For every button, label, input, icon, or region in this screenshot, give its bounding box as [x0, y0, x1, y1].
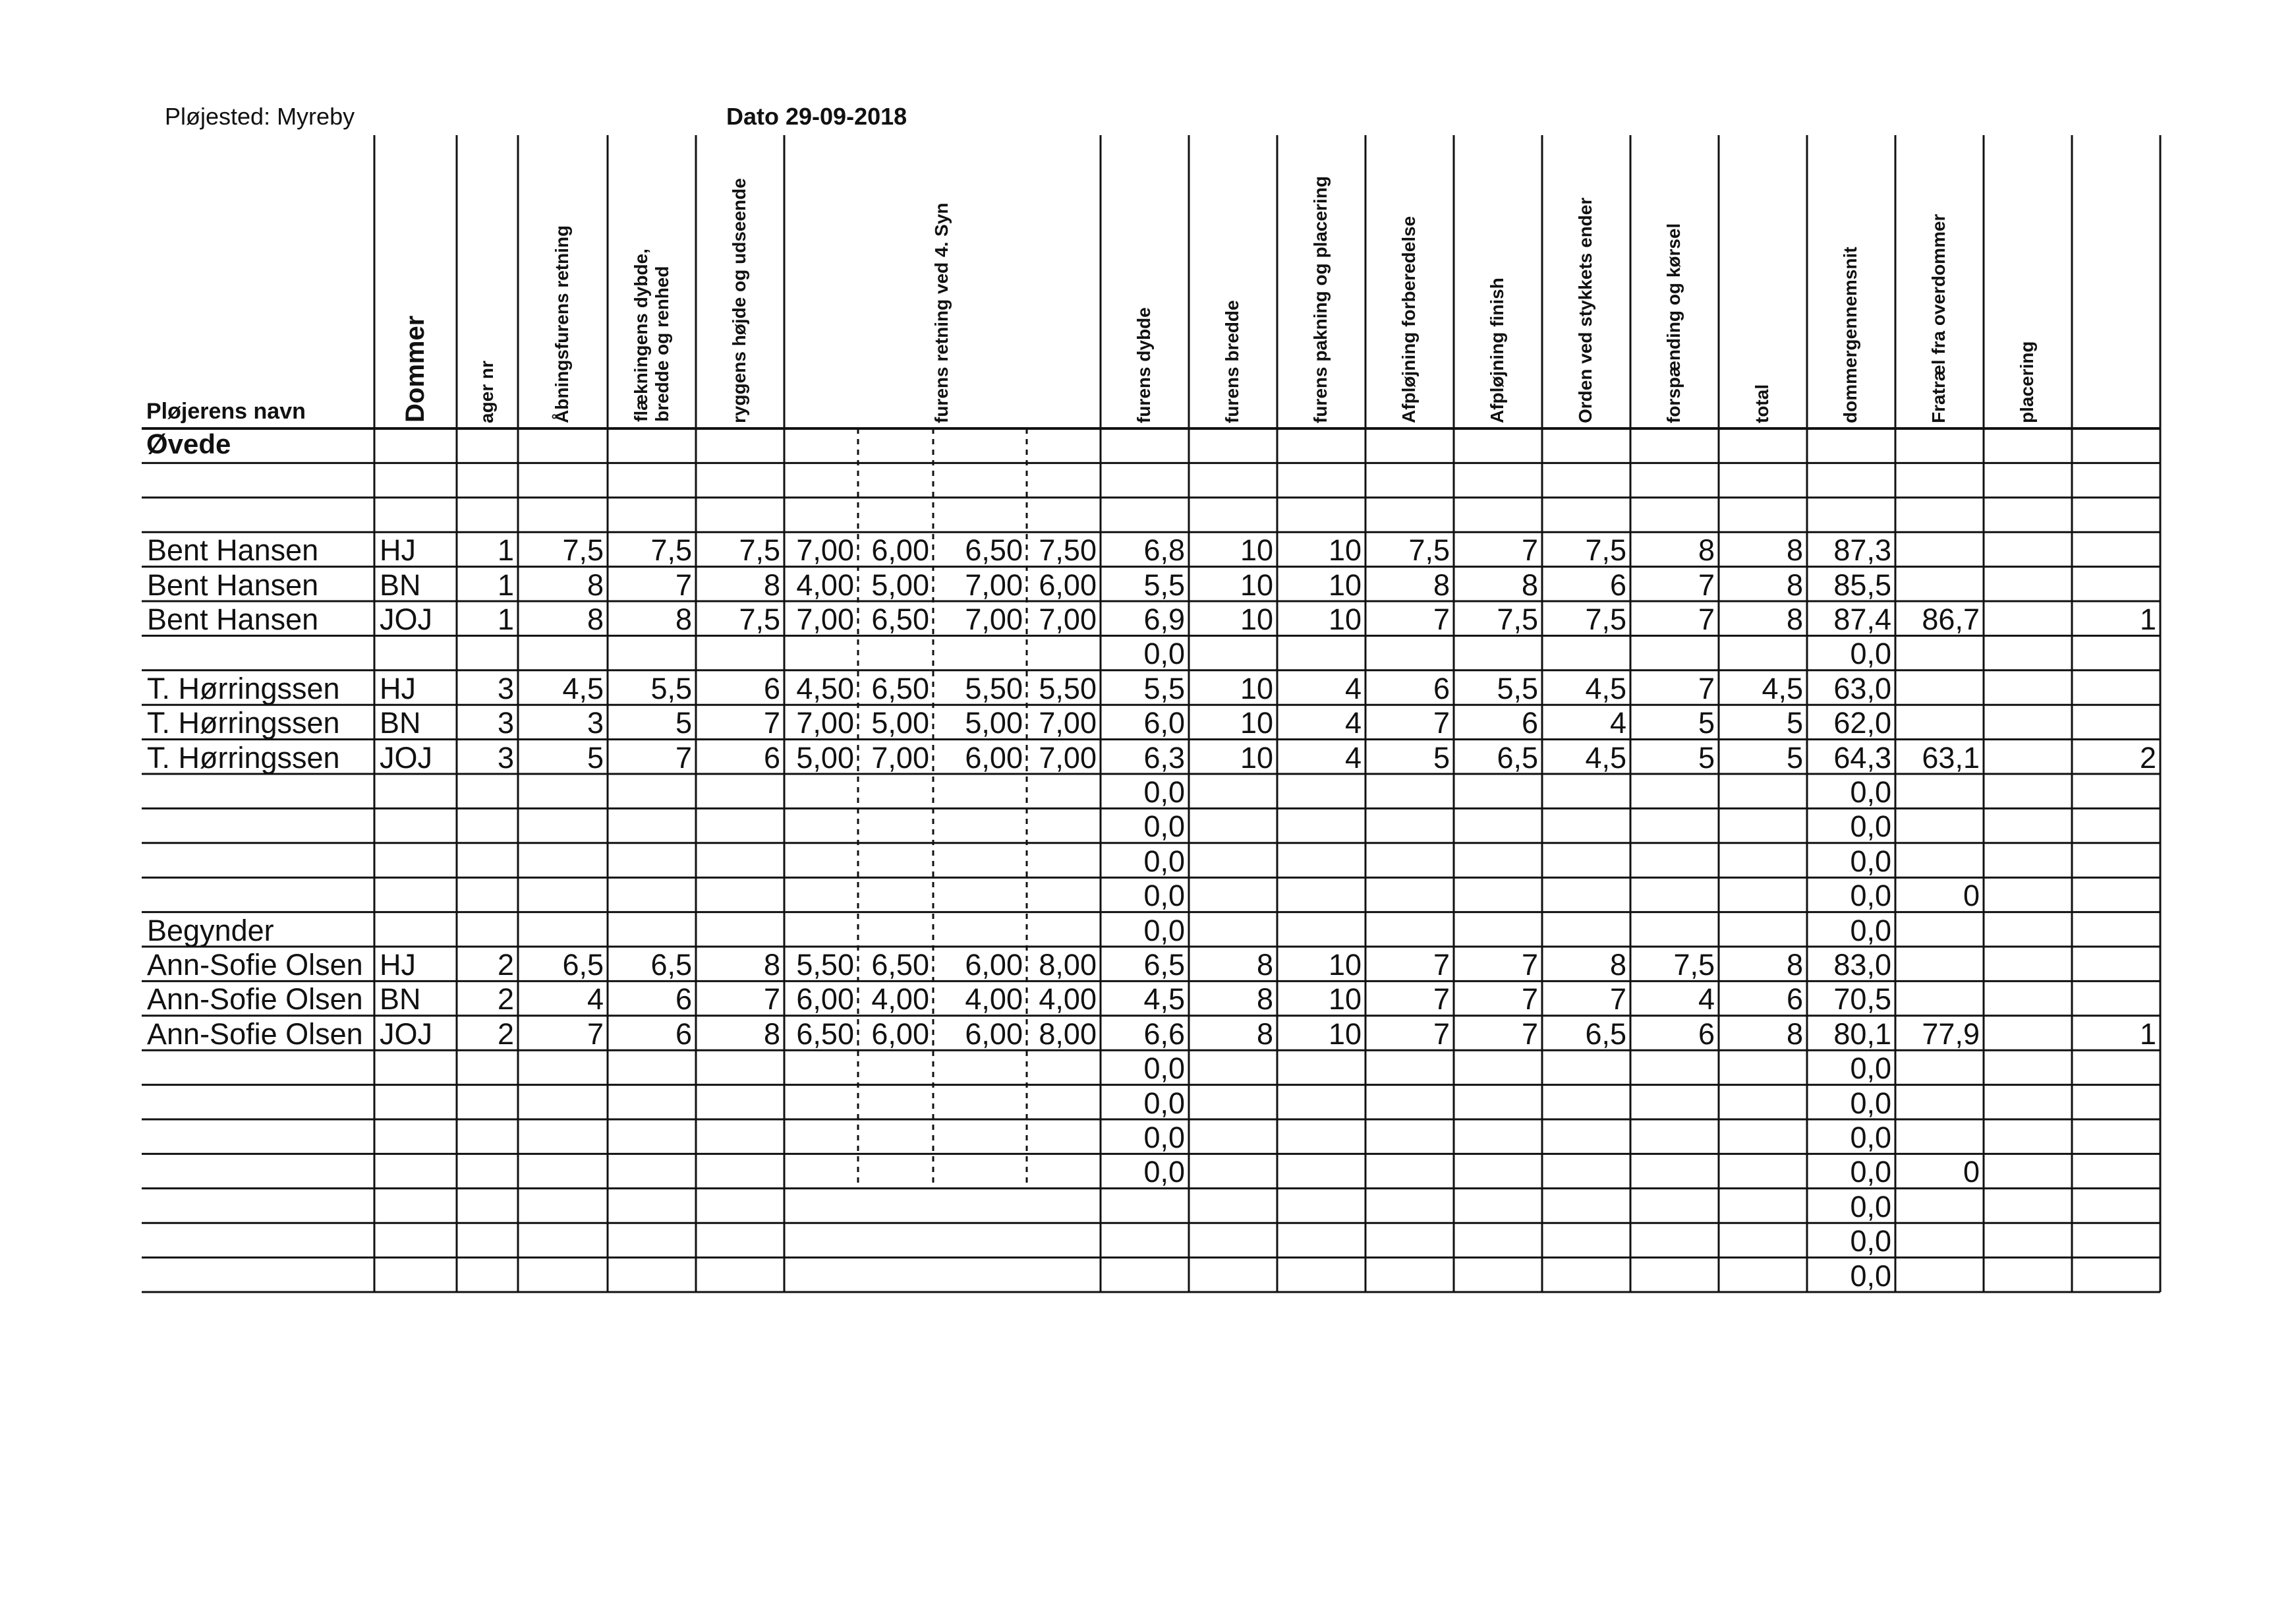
cell-d1: 4,50 — [796, 671, 854, 705]
cell-land: 3 — [497, 740, 514, 775]
cell-e: 0,0 — [1143, 1155, 1185, 1189]
cell-e: 0,0 — [1143, 1121, 1185, 1154]
cell-a: 8 — [587, 603, 604, 636]
cell-h: 7 — [1433, 1016, 1450, 1051]
cell-d3: 5,50 — [965, 671, 1023, 705]
cell-d4: 7,00 — [1039, 740, 1097, 775]
cell-i: 7 — [1521, 982, 1538, 1016]
header-c5: furens dybde — [1134, 307, 1154, 423]
cell-c: 8 — [763, 568, 780, 602]
cell-g: 4 — [1344, 671, 1362, 705]
cell-judge: BN — [380, 706, 421, 740]
cell-name: Bent Hansen — [147, 533, 319, 568]
header-c4: furens retning ved 4. Syn — [931, 202, 952, 423]
cell-g: 10 — [1328, 982, 1362, 1016]
cell-e: 6,3 — [1143, 740, 1185, 775]
cell-f: 10 — [1240, 740, 1273, 775]
cell-d1: 7,00 — [796, 706, 854, 740]
cell-land: 3 — [497, 706, 514, 740]
plowing-place-label: Pløjested: Myreby — [165, 103, 355, 130]
cell-g: 10 — [1328, 1016, 1362, 1051]
cell-tot: 0,0 — [1850, 1086, 1891, 1120]
cell-tot: 87,3 — [1833, 533, 1891, 568]
cell-e: 0,0 — [1143, 879, 1185, 913]
cell-h: 6 — [1433, 671, 1450, 705]
cell-k: 4 — [1698, 982, 1715, 1016]
cell-a: 8 — [587, 568, 604, 602]
cell-tot: 0,0 — [1850, 1155, 1891, 1189]
cell-d3: 6,00 — [965, 1016, 1023, 1051]
cell-d3: 6,00 — [965, 948, 1023, 982]
cell-b: 8 — [675, 603, 692, 636]
cell-l: 8 — [1786, 533, 1803, 568]
cell-land: 2 — [497, 948, 514, 982]
cell-d2: 5,00 — [871, 706, 929, 740]
cell-h: 7,5 — [1408, 533, 1450, 568]
cell-j: 7,5 — [1585, 533, 1626, 568]
cell-name: Begynder — [147, 913, 274, 947]
cell-e: 6,8 — [1143, 533, 1185, 568]
cell-g: 4 — [1344, 706, 1362, 740]
cell-e: 5,5 — [1143, 671, 1185, 705]
cell-a: 7,5 — [562, 533, 604, 568]
cell-c: 7,5 — [739, 603, 780, 636]
cell-l: 8 — [1786, 603, 1803, 636]
cell-i: 6,5 — [1497, 740, 1538, 775]
cell-f: 10 — [1240, 533, 1273, 568]
cell-d2: 7,00 — [871, 740, 929, 775]
cell-g: 4 — [1344, 740, 1362, 775]
cell-j: 4,5 — [1585, 740, 1626, 775]
cell-e: 0,0 — [1143, 775, 1185, 809]
cell-name: Ann-Sofie Olsen — [147, 948, 363, 982]
cell-d3: 7,00 — [965, 603, 1023, 636]
header-avg: dommergennemsnit — [1840, 247, 1860, 423]
cell-a: 3 — [587, 706, 604, 740]
cell-l: 8 — [1786, 568, 1803, 602]
cell-d2: 6,50 — [871, 948, 929, 982]
cell-d3: 5,00 — [965, 706, 1023, 740]
cell-h: 7 — [1433, 603, 1450, 636]
cell-tot: 85,5 — [1833, 568, 1891, 602]
header-c11: forspænding og kørsel — [1663, 223, 1684, 423]
header-total: total — [1752, 384, 1772, 423]
cell-d4: 8,00 — [1039, 948, 1097, 982]
cell-d2: 6,50 — [871, 603, 929, 636]
cell-a: 4,5 — [562, 671, 604, 705]
cell-d2: 4,00 — [871, 982, 929, 1016]
cell-d4: 7,00 — [1039, 603, 1097, 636]
cell-h: 7 — [1433, 706, 1450, 740]
cell-judge: BN — [380, 568, 421, 602]
cell-land: 3 — [497, 671, 514, 705]
cell-avg: 0 — [1963, 1155, 1980, 1189]
cell-name: Bent Hansen — [147, 603, 319, 636]
cell-d1: 6,50 — [796, 1016, 854, 1051]
cell-d1: 5,00 — [796, 740, 854, 775]
cell-land: 2 — [497, 1016, 514, 1051]
cell-name: T. Hørringssen — [147, 706, 340, 740]
cell-e: 0,0 — [1143, 810, 1185, 844]
cell-k: 7 — [1698, 671, 1715, 705]
cell-judge: HJ — [380, 948, 416, 982]
cell-judge: JOJ — [380, 740, 433, 775]
cell-name: T. Hørringssen — [147, 740, 340, 775]
cell-e: 6,9 — [1143, 603, 1185, 636]
cell-f: 10 — [1240, 671, 1273, 705]
cell-l: 4,5 — [1762, 671, 1803, 705]
cell-i: 8 — [1521, 568, 1538, 602]
cell-k: 5 — [1698, 706, 1715, 740]
cell-tot: 63,0 — [1833, 671, 1891, 705]
cell-b: 7 — [675, 740, 692, 775]
cell-tot: 83,0 — [1833, 948, 1891, 982]
header-c10: Orden ved stykkets ender — [1575, 197, 1595, 423]
cell-e: 0,0 — [1143, 1086, 1185, 1120]
header-deduct: Fratræl fra overdommer — [1928, 214, 1949, 423]
cell-judge: HJ — [380, 671, 416, 705]
cell-tot: 0,0 — [1850, 637, 1891, 671]
cell-e: 5,5 — [1143, 568, 1185, 602]
cell-j: 8 — [1609, 948, 1626, 982]
cell-tot: 0,0 — [1850, 844, 1891, 878]
cell-i: 7 — [1521, 948, 1538, 982]
cell-tot: 70,5 — [1833, 982, 1891, 1016]
cell-d1: 7,00 — [796, 533, 854, 568]
cell-d1: 6,00 — [796, 982, 854, 1016]
cell-e: 6,0 — [1143, 706, 1185, 740]
cell-name: Bent Hansen — [147, 568, 319, 602]
cell-avg: 0 — [1963, 879, 1980, 913]
cell-d2: 6,00 — [871, 533, 929, 568]
cell-d3: 4,00 — [965, 982, 1023, 1016]
cell-e: 6,6 — [1143, 1016, 1185, 1051]
cell-pl: 1 — [2139, 1016, 2156, 1051]
cell-d1: 4,00 — [796, 568, 854, 602]
cell-d4: 6,00 — [1039, 568, 1097, 602]
cell-tot: 0,0 — [1850, 775, 1891, 809]
cell-k: 7 — [1698, 603, 1715, 636]
cell-g: 10 — [1328, 568, 1362, 602]
cell-f: 8 — [1256, 948, 1273, 982]
cell-h: 7 — [1433, 982, 1450, 1016]
header-place: placering — [2017, 341, 2037, 423]
cell-b: 5 — [675, 706, 692, 740]
cell-i: 6 — [1521, 706, 1538, 740]
cell-name: T. Hørringssen — [147, 671, 340, 705]
cell-tot: 87,4 — [1833, 603, 1891, 636]
cell-c: 6 — [763, 671, 780, 705]
cell-tot: 0,0 — [1850, 913, 1891, 947]
cell-f: 10 — [1240, 706, 1273, 740]
cell-g: 10 — [1328, 603, 1362, 636]
cell-g: 10 — [1328, 948, 1362, 982]
cell-i: 5,5 — [1497, 671, 1538, 705]
cell-pl: 2 — [2139, 740, 2156, 775]
cell-judge: JOJ — [380, 1016, 433, 1051]
cell-b: 6,5 — [650, 948, 692, 982]
cell-tot: 0,0 — [1850, 810, 1891, 844]
cell-d3: 6,00 — [965, 740, 1023, 775]
cell-l: 6 — [1786, 982, 1803, 1016]
cell-f: 10 — [1240, 603, 1273, 636]
cell-b: 6 — [675, 1016, 692, 1051]
cell-tot: 64,3 — [1833, 740, 1891, 775]
cell-l: 5 — [1786, 740, 1803, 775]
cell-a: 7 — [587, 1016, 604, 1051]
cell-a: 6,5 — [562, 948, 604, 982]
cell-b: 5,5 — [650, 671, 692, 705]
cell-h: 5 — [1433, 740, 1450, 775]
cell-pl: 1 — [2139, 603, 2156, 636]
cell-tot: 80,1 — [1833, 1016, 1891, 1051]
cell-e: 0,0 — [1143, 1051, 1185, 1086]
cell-b: 6 — [675, 982, 692, 1016]
date-label: Dato 29-09-2018 — [726, 103, 907, 130]
cell-c: 7,5 — [739, 533, 780, 568]
cell-d3: 7,00 — [965, 568, 1023, 602]
cell-c: 6 — [763, 740, 780, 775]
cell-d4: 4,00 — [1039, 982, 1097, 1016]
cell-d4: 5,50 — [1039, 671, 1097, 705]
header-c2: flækningens dybde, bredde og renhed — [631, 249, 672, 422]
header-c8: Afpløjning forberedelse — [1398, 216, 1419, 423]
header-c3: ryggens højde og udseende — [729, 178, 749, 423]
cell-c: 7 — [763, 706, 780, 740]
cell-name: Ann-Sofie Olsen — [147, 982, 363, 1016]
cell-a: 5 — [587, 740, 604, 775]
cell-e: 6,5 — [1143, 948, 1185, 982]
cell-tot: 0,0 — [1850, 1224, 1891, 1258]
cell-l: 8 — [1786, 948, 1803, 982]
header-c9: Afpløjning finish — [1487, 278, 1507, 423]
cell-h: 8 — [1433, 568, 1450, 602]
cell-j: 4 — [1609, 706, 1626, 740]
cell-c: 8 — [763, 948, 780, 982]
cell-i: 7 — [1521, 533, 1538, 568]
cell-h: 7 — [1433, 948, 1450, 982]
cell-tot: 0,0 — [1850, 879, 1891, 913]
cell-judge: BN — [380, 982, 421, 1016]
cell-judge: JOJ — [380, 603, 433, 636]
cell-k: 8 — [1698, 533, 1715, 568]
cell-d4: 7,00 — [1039, 706, 1097, 740]
cell-tot: 62,0 — [1833, 706, 1891, 740]
cell-d3: 6,50 — [965, 533, 1023, 568]
cell-name: Ann-Sofie Olsen — [147, 1016, 363, 1051]
cell-tot: 0,0 — [1850, 1121, 1891, 1154]
cell-judge: HJ — [380, 533, 416, 568]
cell-e: 4,5 — [1143, 982, 1185, 1016]
cell-k: 7 — [1698, 568, 1715, 602]
cell-e: 0,0 — [1143, 637, 1185, 671]
header-land: ager nr — [476, 361, 497, 423]
cell-tot: 0,0 — [1850, 1189, 1891, 1223]
cell-j: 7 — [1609, 982, 1626, 1016]
cell-e: 0,0 — [1143, 913, 1185, 947]
cell-land: 2 — [497, 982, 514, 1016]
cell-k: 5 — [1698, 740, 1715, 775]
cell-l: 5 — [1786, 706, 1803, 740]
cell-d1: 5,50 — [796, 948, 854, 982]
section-title-oevede: Øvede — [146, 428, 231, 459]
cell-e: 0,0 — [1143, 844, 1185, 878]
cell-avg: 77,9 — [1922, 1016, 1980, 1051]
cell-d2: 5,00 — [871, 568, 929, 602]
cell-land: 1 — [497, 603, 514, 636]
cell-g: 10 — [1328, 533, 1362, 568]
cell-land: 1 — [497, 533, 514, 568]
cell-i: 7 — [1521, 1016, 1538, 1051]
cell-j: 7,5 — [1585, 603, 1626, 636]
cell-d4: 8,00 — [1039, 1016, 1097, 1051]
header-c7: furens pakning og placering — [1310, 176, 1331, 423]
cell-avg: 63,1 — [1922, 740, 1980, 775]
cell-b: 7,5 — [650, 533, 692, 568]
cell-c: 8 — [763, 1016, 780, 1051]
cell-j: 6 — [1609, 568, 1626, 602]
cell-a: 4 — [587, 982, 604, 1016]
cell-k: 7,5 — [1673, 948, 1715, 982]
cell-c: 7 — [763, 982, 780, 1016]
cell-d1: 7,00 — [796, 603, 854, 636]
header-c6: furens bredde — [1222, 300, 1242, 423]
cell-f: 10 — [1240, 568, 1273, 602]
cell-f: 8 — [1256, 1016, 1273, 1051]
cell-tot: 0,0 — [1850, 1258, 1891, 1293]
cell-k: 6 — [1698, 1016, 1715, 1051]
cell-i: 7,5 — [1497, 603, 1538, 636]
header-judge: Dommer — [400, 315, 430, 423]
cell-tot: 0,0 — [1850, 1051, 1891, 1086]
cell-avg: 86,7 — [1922, 603, 1980, 636]
cell-d2: 6,00 — [871, 1016, 929, 1051]
cell-land: 1 — [497, 568, 514, 602]
cell-j: 6,5 — [1585, 1016, 1626, 1051]
cell-j: 4,5 — [1585, 671, 1626, 705]
header-plower-name: Pløjerens navn — [146, 399, 306, 424]
cell-b: 7 — [675, 568, 692, 602]
cell-l: 8 — [1786, 1016, 1803, 1051]
cell-d4: 7,50 — [1039, 533, 1097, 568]
cell-f: 8 — [1256, 982, 1273, 1016]
cell-d2: 6,50 — [871, 671, 929, 705]
header-c1: Åbningsfurens retning — [552, 225, 572, 423]
